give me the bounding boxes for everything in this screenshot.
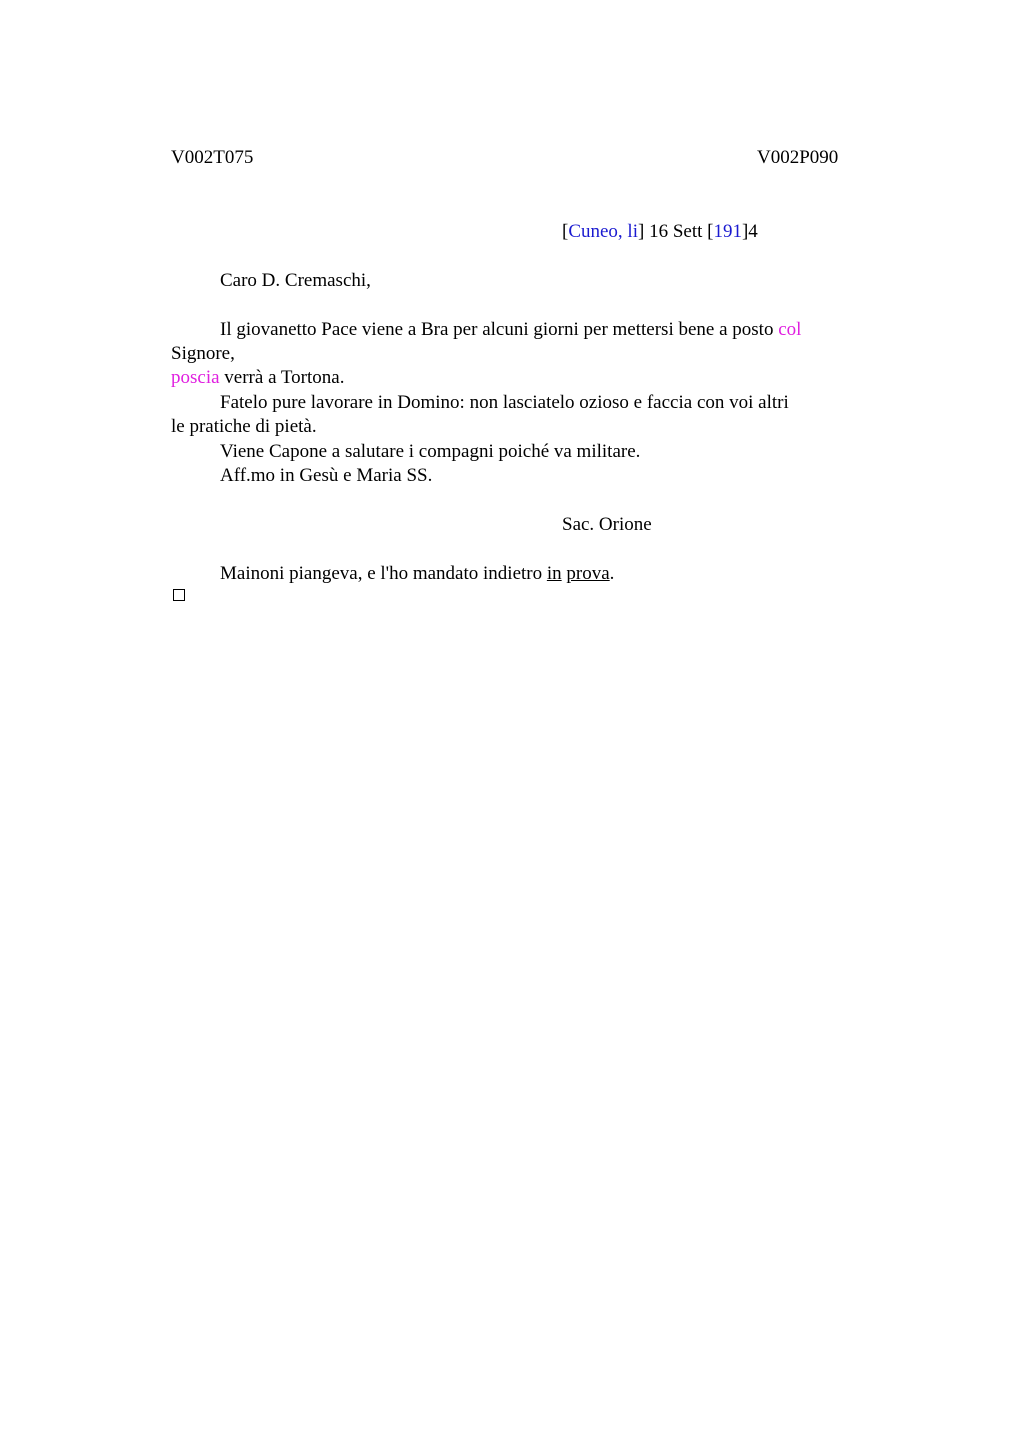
- salutation: Caro D. Cremaschi,: [220, 270, 371, 291]
- body-line: [220, 318, 801, 342]
- end-marker-box: [173, 589, 185, 601]
- underlined-word: prova: [566, 563, 610, 584]
- closing: Aff.mo in Gesù e Maria SS.: [220, 465, 433, 486]
- body-line: Viene Capone a salutare i compagni poiché va militare.: [220, 441, 641, 462]
- dateline: [562, 220, 758, 244]
- dateline-day-month: ] 16 Sett [: [638, 221, 714, 242]
- document-code-right: V002P090: [757, 147, 839, 168]
- body-text: Il giovanetto Pace viene a Bra per alcuni giorni per mettersi bene a posto: [220, 319, 779, 340]
- body-line: le pratiche di pietà.: [171, 416, 317, 437]
- body-line: Fatelo pure lavorare in Domino: non lasciatelo ozioso e faccia con voi altri: [220, 392, 789, 413]
- underlined-word: in: [546, 563, 562, 584]
- body-line: Signore,: [171, 343, 235, 364]
- signature: Sac. Orione: [562, 514, 652, 535]
- document-code-left: V002T075: [171, 147, 254, 168]
- dateline-year-suffix: ]4: [741, 221, 758, 242]
- postscript-period: .: [609, 563, 615, 584]
- body-text: verrà a Tortona.: [219, 367, 345, 388]
- variant-word: col: [778, 319, 802, 340]
- dateline-place: Cuneo, li: [568, 221, 638, 242]
- variant-word: poscia: [171, 367, 220, 388]
- dateline-year-prefix: 191: [713, 221, 742, 242]
- postscript-text: Mainoni piangeva, e l'ho mandato indietro: [220, 563, 547, 584]
- postscript: [220, 562, 614, 586]
- body-line: [171, 366, 344, 390]
- dateline-bracket: [: [562, 221, 569, 242]
